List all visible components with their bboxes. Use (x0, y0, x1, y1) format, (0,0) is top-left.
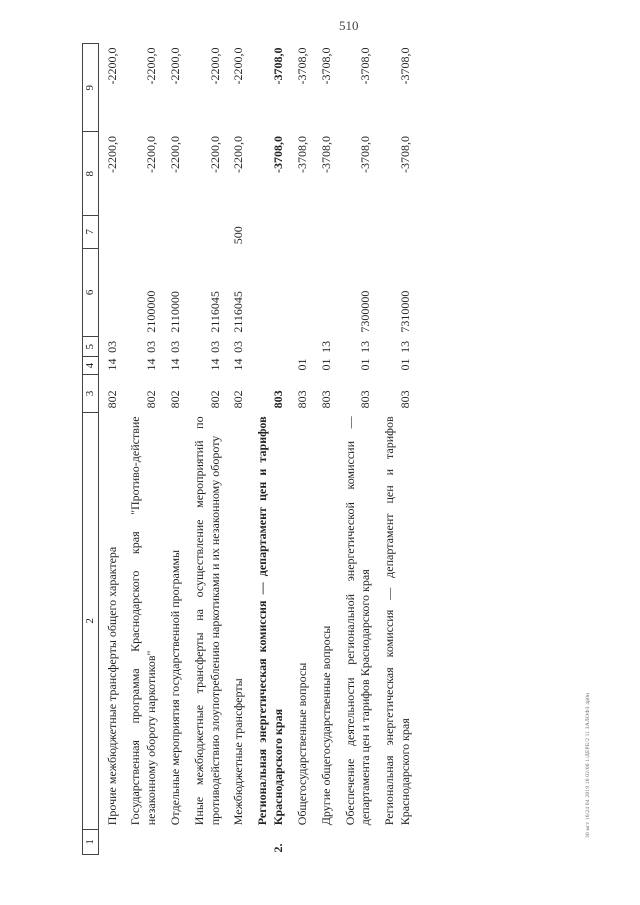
section-code: 01 (358, 358, 373, 371)
amount-col-9: -3708,0 (271, 47, 286, 85)
section-code: 14 (104, 358, 119, 371)
amount-col-9: -2200,0 (231, 47, 246, 85)
ministry-code: 803 (271, 390, 286, 409)
amount-col-8: -3708,0 (294, 136, 309, 173)
expense-type-code (122, 215, 162, 248)
amount-col-9: -2200,0 (144, 47, 159, 85)
item-name: Иные межбюджетные трансферты на осуществление мероприятий по противодействию злоупотреблению наркотиками и их незаконному обороту (191, 416, 222, 826)
table-row (162, 44, 186, 855)
section-code: 01 (294, 358, 309, 371)
ministry-code: 803 (358, 390, 373, 409)
column-header: 6 (83, 248, 99, 336)
target-article-code (98, 248, 122, 336)
table-row (249, 44, 289, 855)
amount-col-8: -2200,0 (104, 136, 119, 173)
subsection-code: 03 (144, 340, 159, 353)
document-stamp: 30 мгт 16/24 04 2019 16 02/0б 1/ДЕРЕ/2 11 ЗАЛОФЗ 4р0н (585, 692, 591, 838)
section-code: 14 (231, 358, 246, 371)
target-article-code (313, 248, 337, 336)
ministry-code: 803 (398, 390, 413, 409)
column-header: 7 (83, 215, 99, 248)
rotated-table-page (82, 43, 562, 855)
table-row (313, 44, 337, 855)
section-code: 01 (398, 358, 413, 371)
target-article-code: 2110000 (168, 291, 182, 333)
column-header: 5 (83, 337, 99, 357)
subsection-code: 03 (104, 340, 119, 353)
item-name: Региональная энергетическая комиссия — департамент цен и тарифов Краснодарского края (255, 416, 286, 826)
column-header: 4 (83, 357, 99, 375)
expense-type-code (186, 215, 226, 248)
budget-table (82, 43, 416, 855)
table-row (225, 44, 249, 855)
amount-col-8: -2200,0 (144, 136, 159, 173)
row-number (186, 829, 226, 854)
row-number (313, 829, 337, 854)
subsection-code (249, 337, 289, 357)
expense-type-code (313, 215, 337, 248)
subsection-code: 13 (398, 340, 413, 353)
amount-col-9: -2200,0 (104, 47, 119, 85)
table-row (186, 44, 226, 855)
amount-col-8: -3708,0 (271, 136, 286, 173)
column-header: 2 (83, 412, 99, 829)
target-article-code: 7300000 (358, 290, 373, 333)
target-article-code: 7310000 (398, 290, 413, 333)
amount-col-9: -2200,0 (168, 47, 182, 85)
section-code: 14 (168, 358, 182, 371)
target-article-code (289, 248, 313, 336)
item-name: Обеспечение деятельности региональной энергетической комиссии — департамента цен и тарифов Краснодарского края (342, 416, 373, 826)
row-number (225, 829, 249, 854)
item-name: Прочие межбюджетные трансферты общего характера (104, 546, 119, 826)
row-number: 2. (271, 843, 286, 853)
amount-col-8: -2200,0 (231, 136, 246, 173)
ministry-code: 802 (104, 390, 119, 409)
amount-col-8: -2200,0 (207, 136, 222, 173)
table-row (376, 44, 416, 855)
subsection-code: 03 (207, 340, 222, 353)
amount-col-8: -3708,0 (358, 136, 373, 173)
item-name: Общегосударственные вопросы (294, 662, 309, 826)
section-code: 01 (318, 358, 333, 371)
target-article-code: 2116045 (231, 291, 246, 333)
expense-type-code (289, 215, 313, 248)
subsection-code: 03 (231, 340, 246, 353)
row-number (98, 829, 122, 854)
expense-type-code: 500 (231, 226, 246, 245)
column-header: 3 (83, 375, 99, 413)
table-row (337, 44, 377, 855)
subsection-code: 13 (358, 340, 373, 353)
ministry-code: 802 (231, 390, 246, 409)
ministry-code: 803 (294, 390, 309, 409)
row-number (162, 829, 186, 854)
item-name: Государственная программа Краснодарского края "Противо-действие незаконному обороту наркотиков" (128, 416, 159, 826)
amount-col-9: -3708,0 (318, 47, 333, 85)
ministry-code: 802 (207, 390, 222, 409)
column-header: 1 (83, 829, 99, 854)
amount-col-9: -3708,0 (294, 47, 309, 85)
expense-type-code (337, 215, 377, 248)
table-row (122, 44, 162, 855)
amount-col-8: -3708,0 (398, 136, 413, 173)
amount-col-9: -3708,0 (358, 47, 373, 85)
section-code: 14 (144, 358, 159, 371)
row-number (376, 829, 416, 854)
expense-type-code (249, 215, 289, 248)
table-header-row (83, 44, 99, 855)
expense-type-code (98, 215, 122, 248)
row-number (289, 829, 313, 854)
ministry-code: 802 (144, 390, 159, 409)
subsection-code: 03 (168, 340, 182, 353)
table-row (98, 44, 122, 855)
item-name: Отдельные мероприятия государственной программы (168, 549, 182, 826)
ministry-code: 802 (168, 390, 182, 409)
item-name: Региональная энергетическая комиссия — департамент цен и тарифов Краснодарского края (382, 416, 413, 826)
expense-type-code (376, 215, 416, 248)
page-number: 510 (339, 18, 359, 33)
amount-col-9: -2200,0 (207, 47, 222, 85)
column-header: 9 (83, 44, 99, 133)
section-code (249, 357, 289, 375)
target-article-code: 2116045 (207, 291, 222, 333)
amount-col-9: -3708,0 (398, 47, 413, 85)
table-row (289, 44, 313, 855)
row-number (337, 829, 377, 854)
column-header: 8 (83, 132, 99, 215)
target-article-code: 2100000 (144, 290, 159, 333)
row-number (122, 829, 162, 854)
section-code: 14 (207, 358, 222, 371)
subsection-code (289, 337, 313, 357)
item-name: Межбюджетные трансферты (231, 678, 246, 826)
amount-col-8: -2200,0 (168, 136, 182, 173)
target-article-code (249, 248, 289, 336)
amount-col-8: -3708,0 (318, 136, 333, 173)
item-name: Другие общегосударственные вопросы (318, 625, 333, 826)
subsection-code: 13 (318, 340, 333, 353)
expense-type-code (162, 215, 186, 248)
ministry-code: 803 (318, 390, 333, 409)
